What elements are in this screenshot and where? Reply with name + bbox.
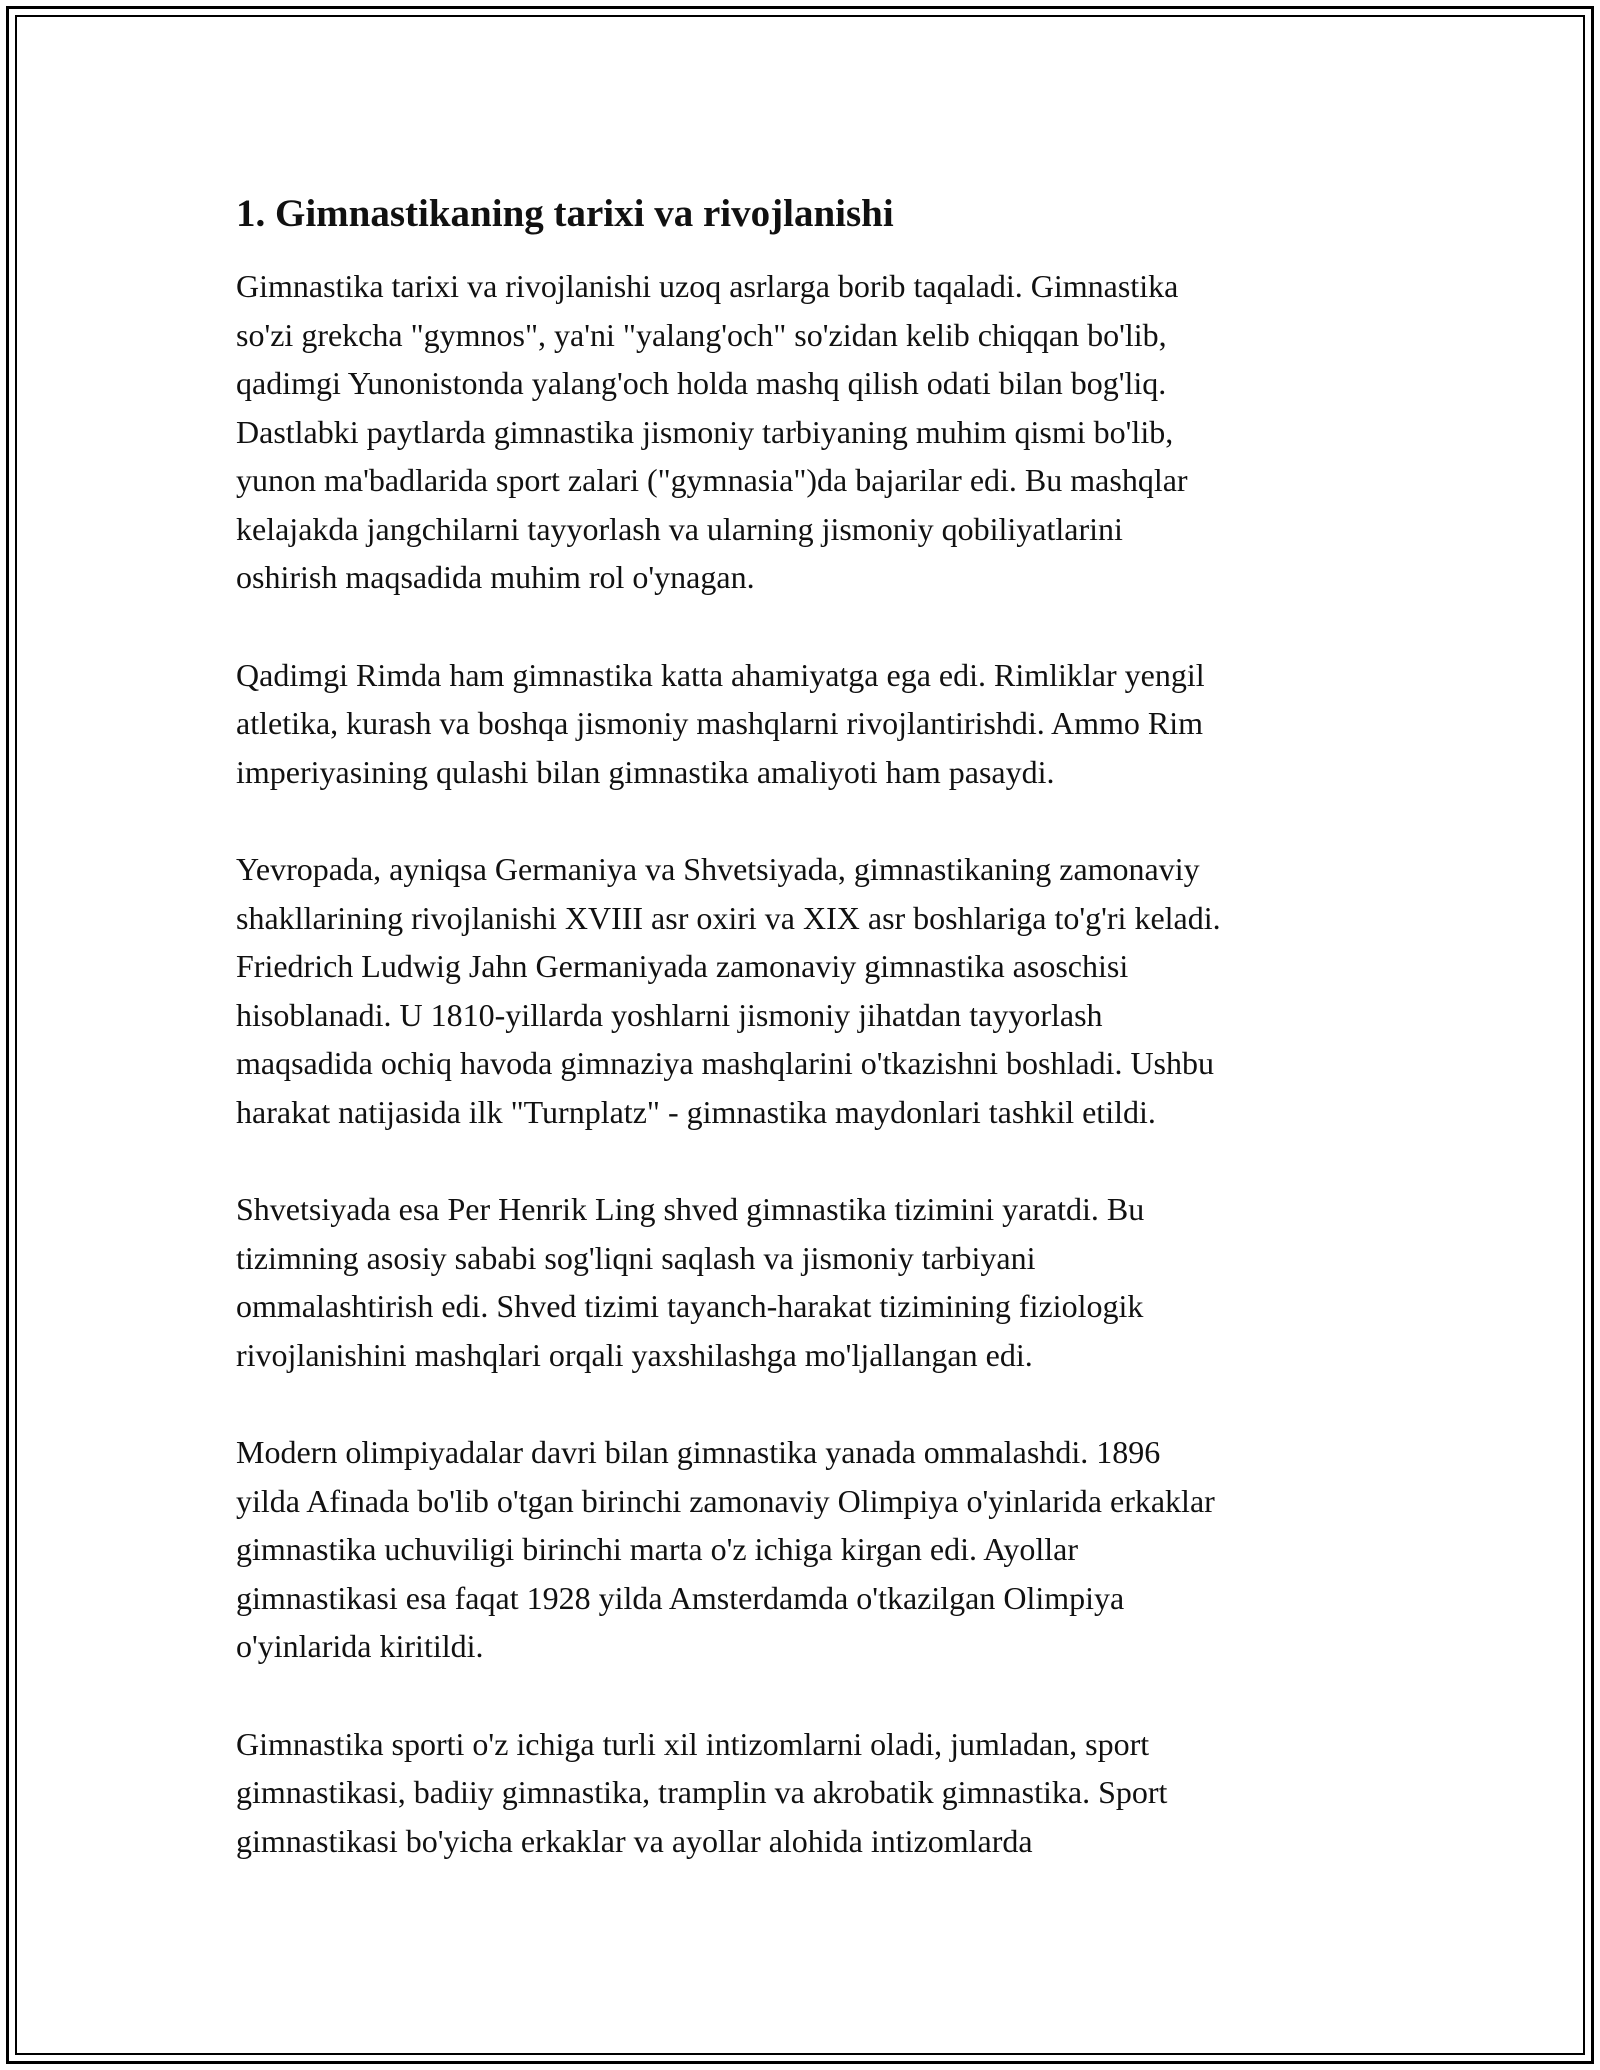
paragraph-europe-germany [236,845,1386,1136]
text-line: Qadimgi Rimda ham gimnastika katta ahamiyatga ega edi. Rimliklar yengil [236,656,1205,693]
text-line: Yevropada, ayniqsa Germaniya va Shvetsiyada, gimnastikaning zamonaviy [236,851,1200,887]
paragraph-ancient-rome [236,651,1386,797]
text-line: gimnastikasi bo'yicha erkaklar va ayollar alohida intizomlarda [236,1822,1033,1859]
text-line: kelajakda jangchilarni tayyorlash va ularning jismoniy qobiliyatlarini [236,510,1123,547]
paragraph-olympics [236,1428,1386,1671]
text-line: harakat natijasida ilk "Turnplatz" - gimnastika maydonlari tashkil etildi. [236,1093,1156,1130]
text-line: qadimgi Yunonistonda yalang'och holda mashq qilish odati bilan bog'liq. [236,365,1167,401]
text-line: yunon ma'badlarida sport zalari ("gymnasia")da bajarilar edi. Bu mashqlar [236,462,1188,498]
text-line: maqsadida ochiq havoda gimnaziya mashqlarini o'tkazishni boshladi. Ushbu [236,1045,1214,1081]
text-line: imperiyasining qulashi bilan gimnastika amaliyoti ham pasaydi. [236,753,1055,790]
text-line: shakllarining rivojlanishi XVIII asr oxiri va XIX asr boshlariga to'g'ri keladi. [236,899,1221,936]
text-line: so'zi grekcha "gymnos", ya'ni "yalang'och" so'zidan kelib chiqqan bo'lib, [236,316,1167,353]
text-line: yilda Afinada bo'lib o'tgan birinchi zamonaviy Olimpiya o'yinlarida erkaklar [236,1482,1215,1519]
paragraph-sweden [236,1185,1386,1379]
text-line: Gimnastika sporti o'z ichiga turli xil intizomlarni oladi, jumladan, sport [236,1725,1150,1762]
text-line: Gimnastika tarixi va rivojlanishi uzoq asrlarga borib taqaladi. Gimnastika [236,268,1179,304]
text-line: rivojlanishini mashqlari orqali yaxshilashga mo'ljallangan edi. [236,1336,1033,1373]
paragraph-disciplines [236,1720,1386,1866]
section-heading: 1. Gimnastikaning tarixi va rivojlanishi [236,192,894,235]
text-line: tizimning asosiy sababi sog'liqni saqlash va jismoniy tarbiyani [236,1239,1036,1276]
text-line: Shvetsiyada esa Per Henrik Ling shved gimnastika tizimini yaratdi. Bu [236,1191,1145,1227]
paragraph-greek-origins [236,262,1386,602]
text-line: Modern olimpiyadalar davri bilan gimnastika yanada ommalashdi. 1896 [236,1434,1161,1470]
text-line: Friedrich Ludwig Jahn Germaniyada zamonaviy gimnastika asoschisi [236,948,1129,984]
text-line: gimnastikasi, badiiy gimnastika, tramplin va akrobatik gimnastika. Sport [236,1774,1168,1810]
document-body [236,186,1386,1865]
text-line: gimnastikasi esa faqat 1928 yilda Amsterdamda o'tkazilgan Olimpiya [236,1579,1125,1616]
text-line: gimnastika uchuviligi birinchi marta o'z ichiga kirgan edi. Ayollar [236,1531,1079,1567]
text-line: ommalashtirish edi. Shved tizimi tayanch-harakat tizimining fiziologik [236,1288,1144,1324]
text-line: hisoblanadi. U 1810-yillarda yoshlarni jismoniy jihatdan tayyorlash [236,996,1103,1033]
text-line: Dastlabki paytlarda gimnastika jismoniy tarbiyaning muhim qismi bo'lib, [236,413,1174,450]
text-line: oshirish maqsadida muhim rol o'ynagan. [236,559,755,595]
text-line: atletika, kurash va boshqa jismoniy mashqlarni rivojlantirishdi. Ammo Rim [236,705,1203,741]
text-line: o'yinlarida kiritildi. [236,1628,484,1664]
